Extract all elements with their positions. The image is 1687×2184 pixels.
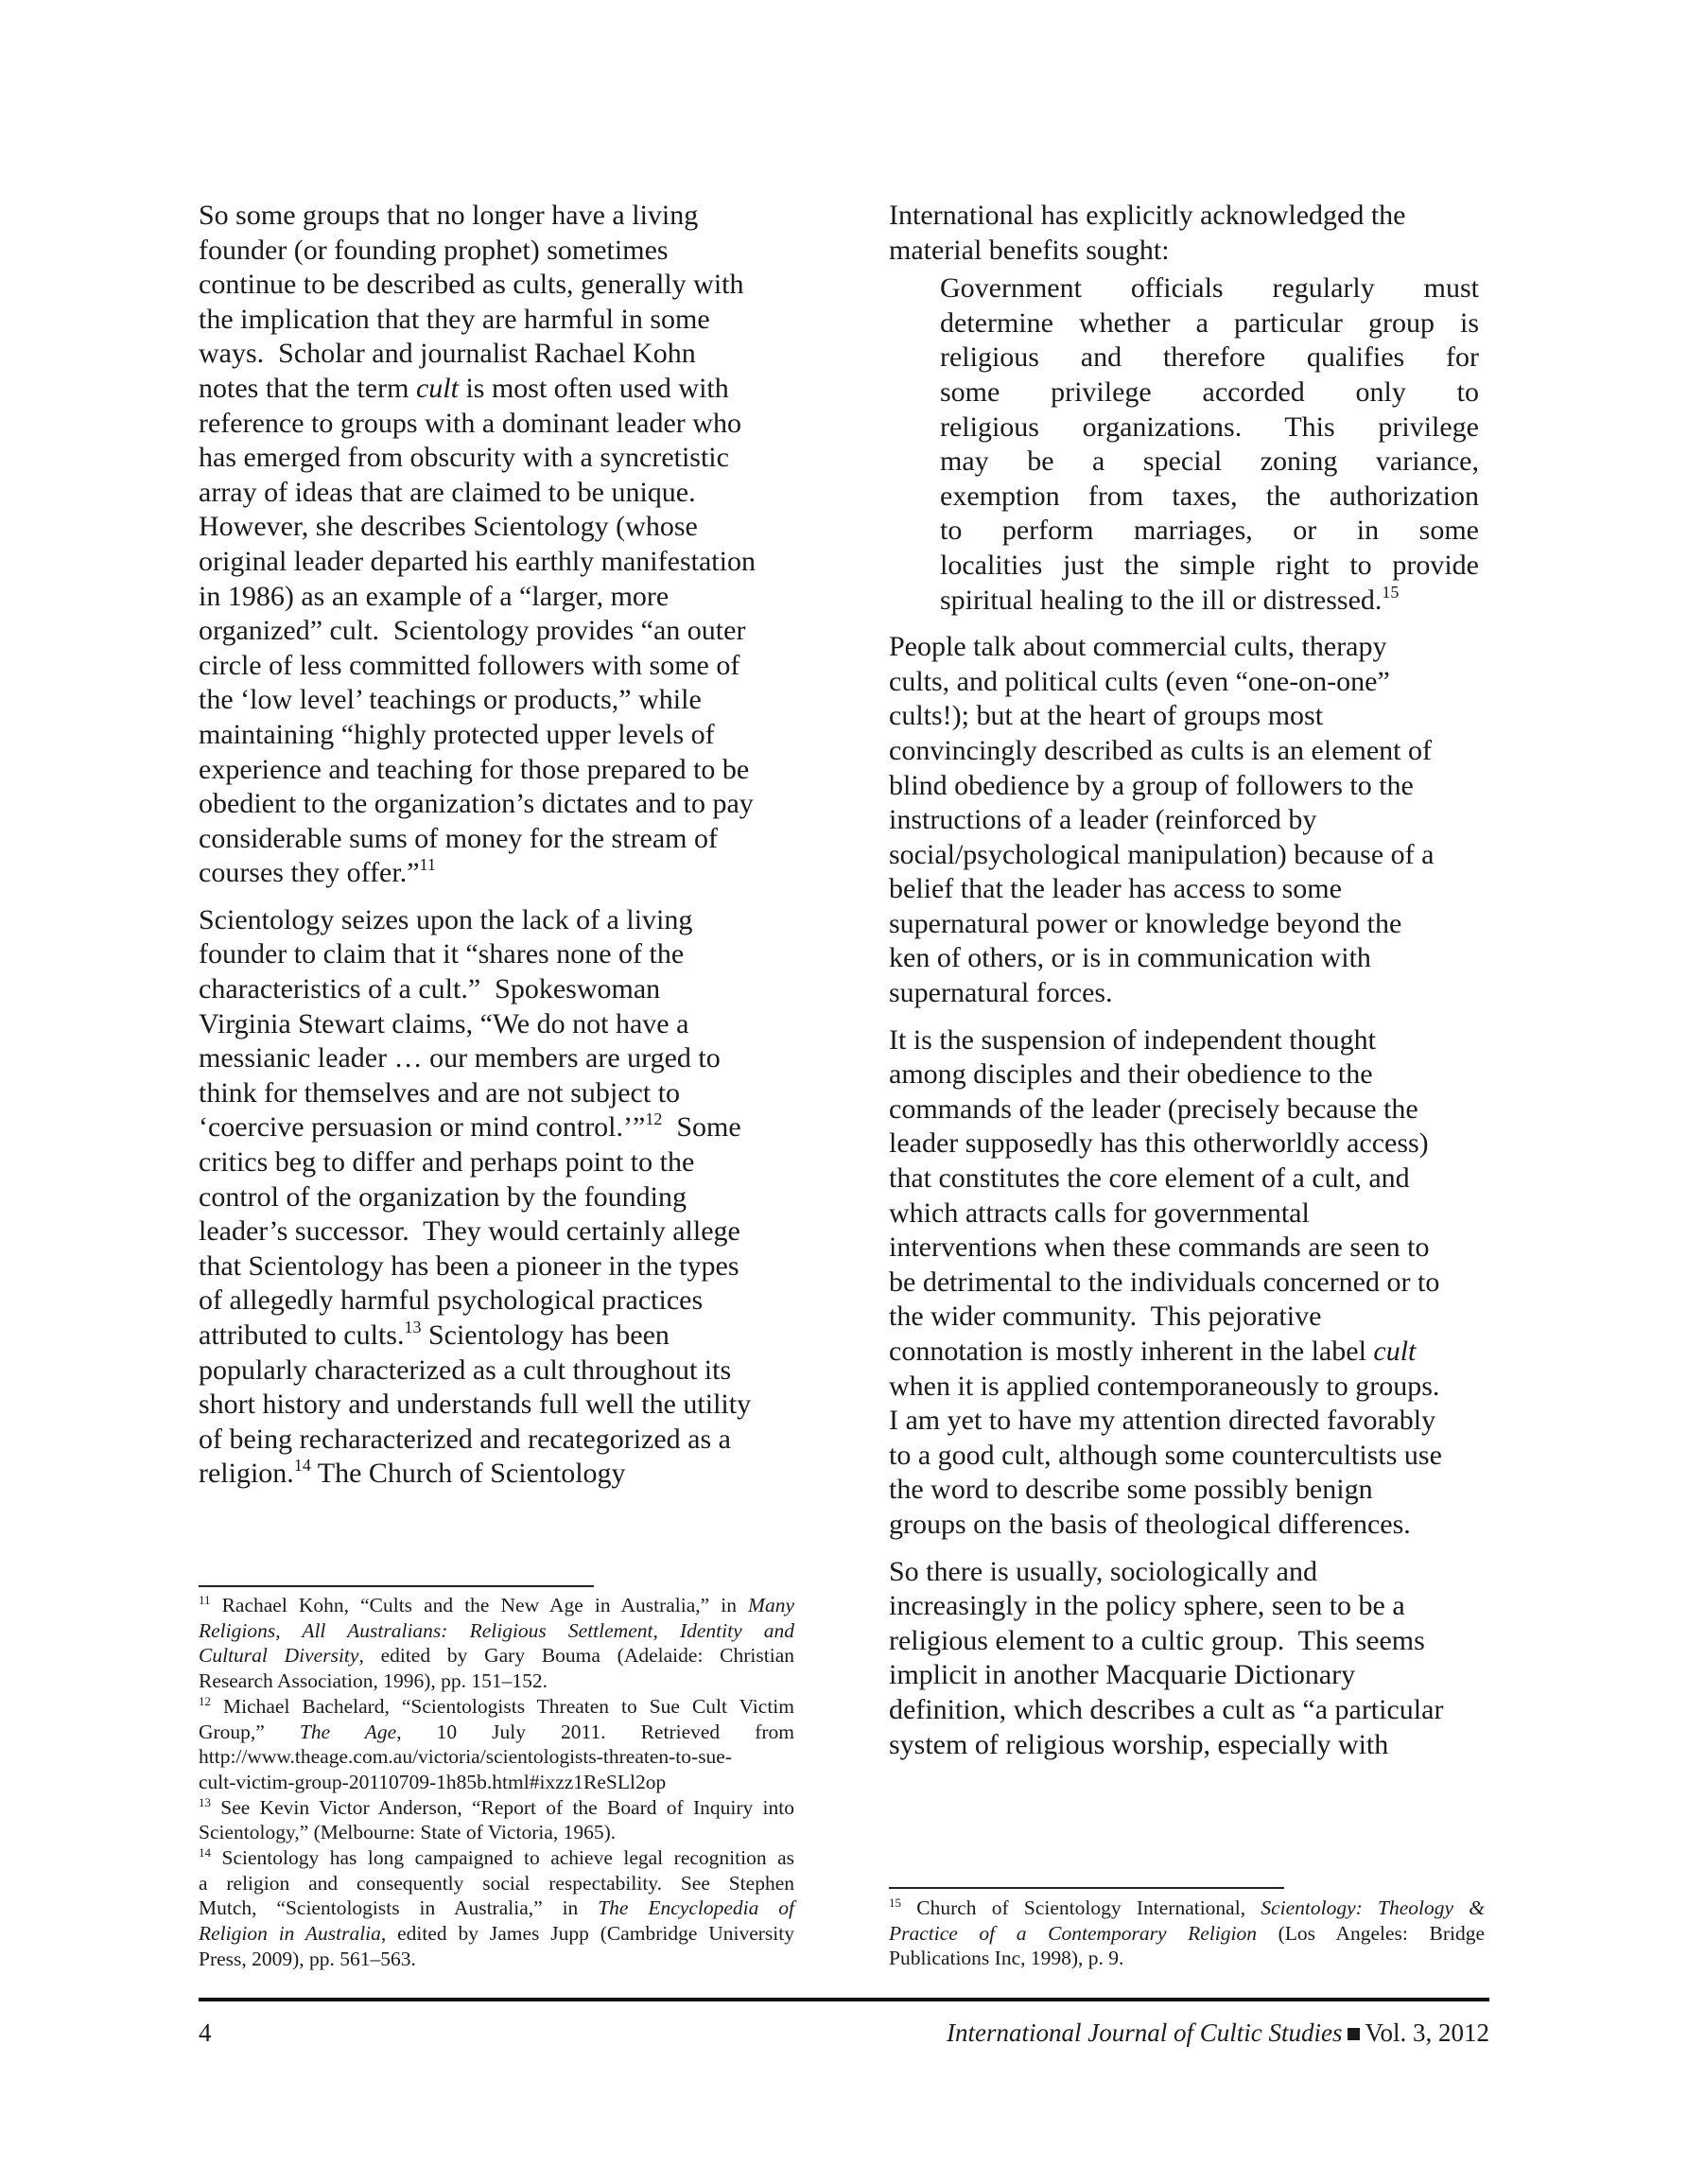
- text-line: Government officials regularly must: [940, 272, 1479, 305]
- text-line: ‘coercive persuasion or mind control.’”$^{12}$ Some: [199, 1109, 741, 1144]
- text-line: characteristics of a cult.” Spokeswoman: [199, 973, 661, 1005]
- text-line: organized” cult. Scientology provides “an outer: [199, 615, 746, 647]
- footnote-line: $^{13}$ See Kevin Victor Anderson, “Report of the Board of Inquiry into: [199, 1794, 794, 1819]
- text-line: courses they offer.”$^{11}$: [199, 855, 436, 889]
- body-paragraph: [889, 630, 1485, 1011]
- italic-text: The Encyclopedia of: [598, 1896, 794, 1920]
- body-paragraph: [199, 903, 794, 1492]
- text-line: notes that the term cult is most often used with: [199, 372, 729, 404]
- body-paragraph: [889, 1555, 1485, 1763]
- text-line: the ‘low level’ teachings or products,” while: [199, 684, 702, 716]
- footnote-12: [199, 1694, 794, 1795]
- footnote-line: cult-victim-group-20110709-1h85b.html#ixzz1ReSLl2op: [199, 1770, 667, 1793]
- text-line: instructions of a leader (reinforced by: [889, 804, 1317, 836]
- body-paragraph: [889, 199, 1485, 268]
- footnote-line: Mutch, “Scientologists in Australia,” in The Encyclopedia of: [199, 1896, 794, 1920]
- text-line: in 1986) as an example of a “larger, more: [199, 580, 670, 612]
- text-line: I am yet to have my attention directed favorably: [889, 1405, 1436, 1437]
- text-line: International has explicitly acknowledged the: [889, 200, 1406, 231]
- body-paragraph: [199, 199, 794, 891]
- footnote-line: Press, 2009), pp. 561–563.: [199, 1947, 416, 1970]
- text-line: founder to claim that it “shares none of the: [199, 938, 685, 970]
- footnotes-right: [889, 1896, 1485, 1971]
- footnote-line: Scientology,” (Melbourne: State of Victoria, 1965).: [199, 1821, 617, 1844]
- footnote-line: http://www.theage.com.au/victoria/scientologists-threaten-to-sue-: [199, 1745, 733, 1769]
- text-line: commands of the leader (precisely because the: [889, 1092, 1418, 1125]
- left-column: [199, 199, 794, 1504]
- text-line: interventions when these commands are seen to: [889, 1232, 1430, 1264]
- text-line: of being recharacterized and recategorized as a: [199, 1423, 731, 1455]
- block-quote: [940, 271, 1479, 618]
- italic-text: Scientology: Theology &: [1261, 1896, 1485, 1919]
- footnote-line: $^{11}$ Rachael Kohn, “Cults and the New Age in Australia,” in Many: [199, 1593, 794, 1616]
- text-line: short history and understands full well the utility: [199, 1389, 752, 1421]
- text-line: of allegedly harmful psychological practices: [199, 1284, 704, 1317]
- text-line: has emerged from obscurity with a syncretistic: [199, 442, 729, 474]
- text-line: may be a special zoning variance,: [940, 446, 1479, 478]
- text-line: among disciples and their obedience to the: [889, 1058, 1373, 1091]
- italic-text: Religions, All Australians: Religious Settlement, Identity and: [199, 1618, 794, 1642]
- text-line: experience and teaching for those prepared to be: [199, 753, 750, 785]
- footnote-separator-left: [199, 1585, 594, 1587]
- text-line: However, she describes Scientology (whose: [199, 511, 698, 543]
- text-line: that constitutes the core element of a cult, and: [889, 1162, 1410, 1195]
- text-line: the word to describe some possibly benign: [889, 1474, 1373, 1506]
- text-line: Scientology seizes upon the lack of a living: [199, 903, 693, 935]
- text-line: belief that the leader has access to some: [889, 873, 1342, 905]
- text-line: It is the suspension of independent thought: [889, 1023, 1376, 1056]
- text-line: religion.$^{14}$ The Church of Scientology: [199, 1456, 626, 1490]
- footnotes-left: [199, 1593, 794, 1972]
- footnote-line: a religion and consequently social respectability. See Stephen: [199, 1871, 794, 1895]
- text-line: social/psychological manipulation) because of a: [889, 838, 1435, 870]
- journal-info: [947, 2018, 1489, 2048]
- footnote-line: $^{15}$ Church of Scientology International, Scientology: Theology &: [889, 1896, 1485, 1919]
- text-line: increasingly in the policy sphere, seen to be a: [889, 1590, 1405, 1622]
- footnote-reference[interactable]: 15: [1382, 582, 1400, 602]
- footnote-reference[interactable]: 13: [404, 1318, 422, 1337]
- text-line: to a good cult, although some countercultists use: [889, 1439, 1442, 1471]
- text-line: connotation is mostly inherent in the label cult: [889, 1336, 1417, 1367]
- footnote-11: [199, 1593, 794, 1694]
- text-line: circle of less committed followers with some of: [199, 649, 740, 681]
- text-line: leader supposedly has this otherworldly access): [889, 1127, 1429, 1160]
- text-line: considerable sums of money for the stream of: [199, 822, 719, 854]
- text-line: critics beg to differ and perhaps point to the: [199, 1146, 695, 1179]
- text-line: supernatural forces.: [889, 977, 1113, 1009]
- text-line: localities just the simple right to provide: [940, 549, 1479, 581]
- footnote-line: Cultural Diversity, edited by Gary Bouma (Adelaide: Christian: [199, 1644, 794, 1668]
- italic-text: cult: [415, 372, 459, 404]
- text-line: to perform marriages, or in some: [940, 515, 1479, 547]
- text-line: definition, which describes a cult as “a particular: [889, 1693, 1444, 1725]
- text-line: control of the organization by the founding: [199, 1180, 687, 1213]
- text-line: blind obedience by a group of followers to the: [889, 769, 1414, 801]
- text-line: ways. Scholar and journalist Rachael Kohn: [199, 338, 696, 370]
- text-line: reference to groups with a dominant leader who: [199, 407, 741, 439]
- text-line: founder (or founding prophet) sometimes: [199, 234, 669, 266]
- text-line: Virginia Stewart claims, “We do not have a: [199, 1007, 689, 1040]
- text-line: exemption from taxes, the authorization: [940, 480, 1479, 512]
- text-line: the wider community. This pejorative: [889, 1301, 1322, 1333]
- italic-text: The Age: [299, 1720, 397, 1743]
- text-line: obedient to the organization’s dictates and to pay: [199, 788, 754, 820]
- footnote-reference[interactable]: 13: [199, 1794, 211, 1809]
- text-line: So there is usually, sociologically and: [889, 1555, 1317, 1587]
- text-line: determine whether a particular group is: [940, 306, 1479, 339]
- text-line: So some groups that no longer have a living: [199, 200, 699, 231]
- text-line: which attracts calls for governmental: [889, 1197, 1310, 1229]
- text-line: popularly characterized as a cult throughout its: [199, 1354, 732, 1386]
- page-number: 4: [199, 2018, 212, 2047]
- footnote-13: [199, 1795, 794, 1845]
- italic-text: Practice of a Contemporary Religion: [889, 1921, 1257, 1945]
- footnote-line: $^{12}$ Michael Bachelard, “Scientologists Threaten to Sue Cult Victim: [199, 1693, 794, 1718]
- text-line: the implication that they are harmful in some: [199, 303, 710, 335]
- text-line: system of religious worship, especially with: [889, 1728, 1389, 1760]
- text-line: that Scientology has been a pioneer in the types: [199, 1249, 739, 1282]
- journal-title: International Journal of Cultic Studies: [946, 2018, 1343, 2047]
- text-line: convincingly described as cults is an element of: [889, 734, 1432, 766]
- italic-text: cult: [1373, 1336, 1417, 1367]
- footnote-15: [889, 1896, 1485, 1971]
- black-square-icon: [1348, 2028, 1360, 2040]
- text-line: some privilege accorded only to: [940, 376, 1479, 408]
- text-line: material benefits sought:: [889, 234, 1170, 266]
- text-line: array of ideas that are claimed to be unique.: [199, 476, 696, 508]
- right-column: [889, 199, 1485, 1774]
- footnote-reference[interactable]: 11: [419, 855, 436, 875]
- volume-year: Vol. 3, 2012: [1365, 2018, 1489, 2047]
- text-line: spiritual healing to the ill or distressed.$^{15}$: [940, 582, 1400, 616]
- footnote-line: $^{14}$ Scientology has long campaigned to achieve legal recognition as: [199, 1845, 794, 1870]
- footnote-reference[interactable]: 11: [199, 1593, 211, 1607]
- text-line: original leader departed his earthly manifestation: [199, 545, 756, 577]
- text-line: be detrimental to the individuals concerned or to: [889, 1266, 1440, 1298]
- footnote-reference[interactable]: 14: [293, 1456, 311, 1476]
- footnote-line: [199, 1618, 794, 1644]
- footnote-reference[interactable]: 12: [199, 1693, 211, 1708]
- footnote-line: Research Association, 1996), pp. 151–152.: [199, 1669, 548, 1693]
- body-paragraph: [889, 1023, 1485, 1543]
- text-line: implicit in another Macquarie Dictionary: [889, 1659, 1356, 1691]
- footer-rule: [199, 1998, 1489, 2001]
- text-line: messianic leader … our members are urged to: [199, 1042, 721, 1075]
- text-line: attributed to cults.$^{13}$ Scientology has been: [199, 1318, 670, 1351]
- text-line: continue to be described as cults, generally with: [199, 269, 744, 301]
- text-line: People talk about commercial cults, therapy: [889, 631, 1387, 663]
- text-line: when it is applied contemporaneously to groups.: [889, 1370, 1440, 1402]
- footnote-reference[interactable]: 15: [889, 1896, 901, 1910]
- footnote-line: Group,” The Age, 10 July 2011. Retrieved from: [199, 1720, 794, 1743]
- footnote-14: [199, 1845, 794, 1972]
- footnote-reference[interactable]: 14: [199, 1845, 211, 1861]
- italic-text: Religion in Australia: [199, 1922, 381, 1946]
- footnote-separator-right: [889, 1887, 1284, 1889]
- text-line: ken of others, or is in communication with: [889, 942, 1371, 974]
- footnote-line: Publications Inc, 1998), p. 9.: [889, 1947, 1124, 1970]
- text-line: cults!); but at the heart of groups most: [889, 700, 1324, 732]
- footnote-line: Practice of a Contemporary Religion (Los Angeles: Bridge: [889, 1921, 1485, 1945]
- text-line: think for themselves and are not subject to: [199, 1076, 681, 1109]
- italic-text: Many: [748, 1594, 794, 1616]
- text-line: religious organizations. This privilege: [940, 411, 1479, 443]
- footnote-line: Religion in Australia, edited by James Jupp (Cambridge University: [199, 1922, 794, 1946]
- text-line: supernatural power or knowledge beyond the: [889, 907, 1402, 939]
- italic-text: Cultural Diversity: [199, 1644, 359, 1668]
- text-line: maintaining “highly protected upper levels of: [199, 718, 715, 750]
- text-line: religious and therefore qualifies for: [940, 341, 1479, 374]
- text-line: cults, and political cults (even “one-on-one”: [889, 665, 1390, 697]
- text-line: groups on the basis of theological differences.: [889, 1508, 1411, 1540]
- text-line: religious element to a cultic group. This seems: [889, 1624, 1425, 1656]
- footnote-reference[interactable]: 12: [645, 1109, 663, 1129]
- text-line: leader’s successor. They would certainly allege: [199, 1215, 740, 1248]
